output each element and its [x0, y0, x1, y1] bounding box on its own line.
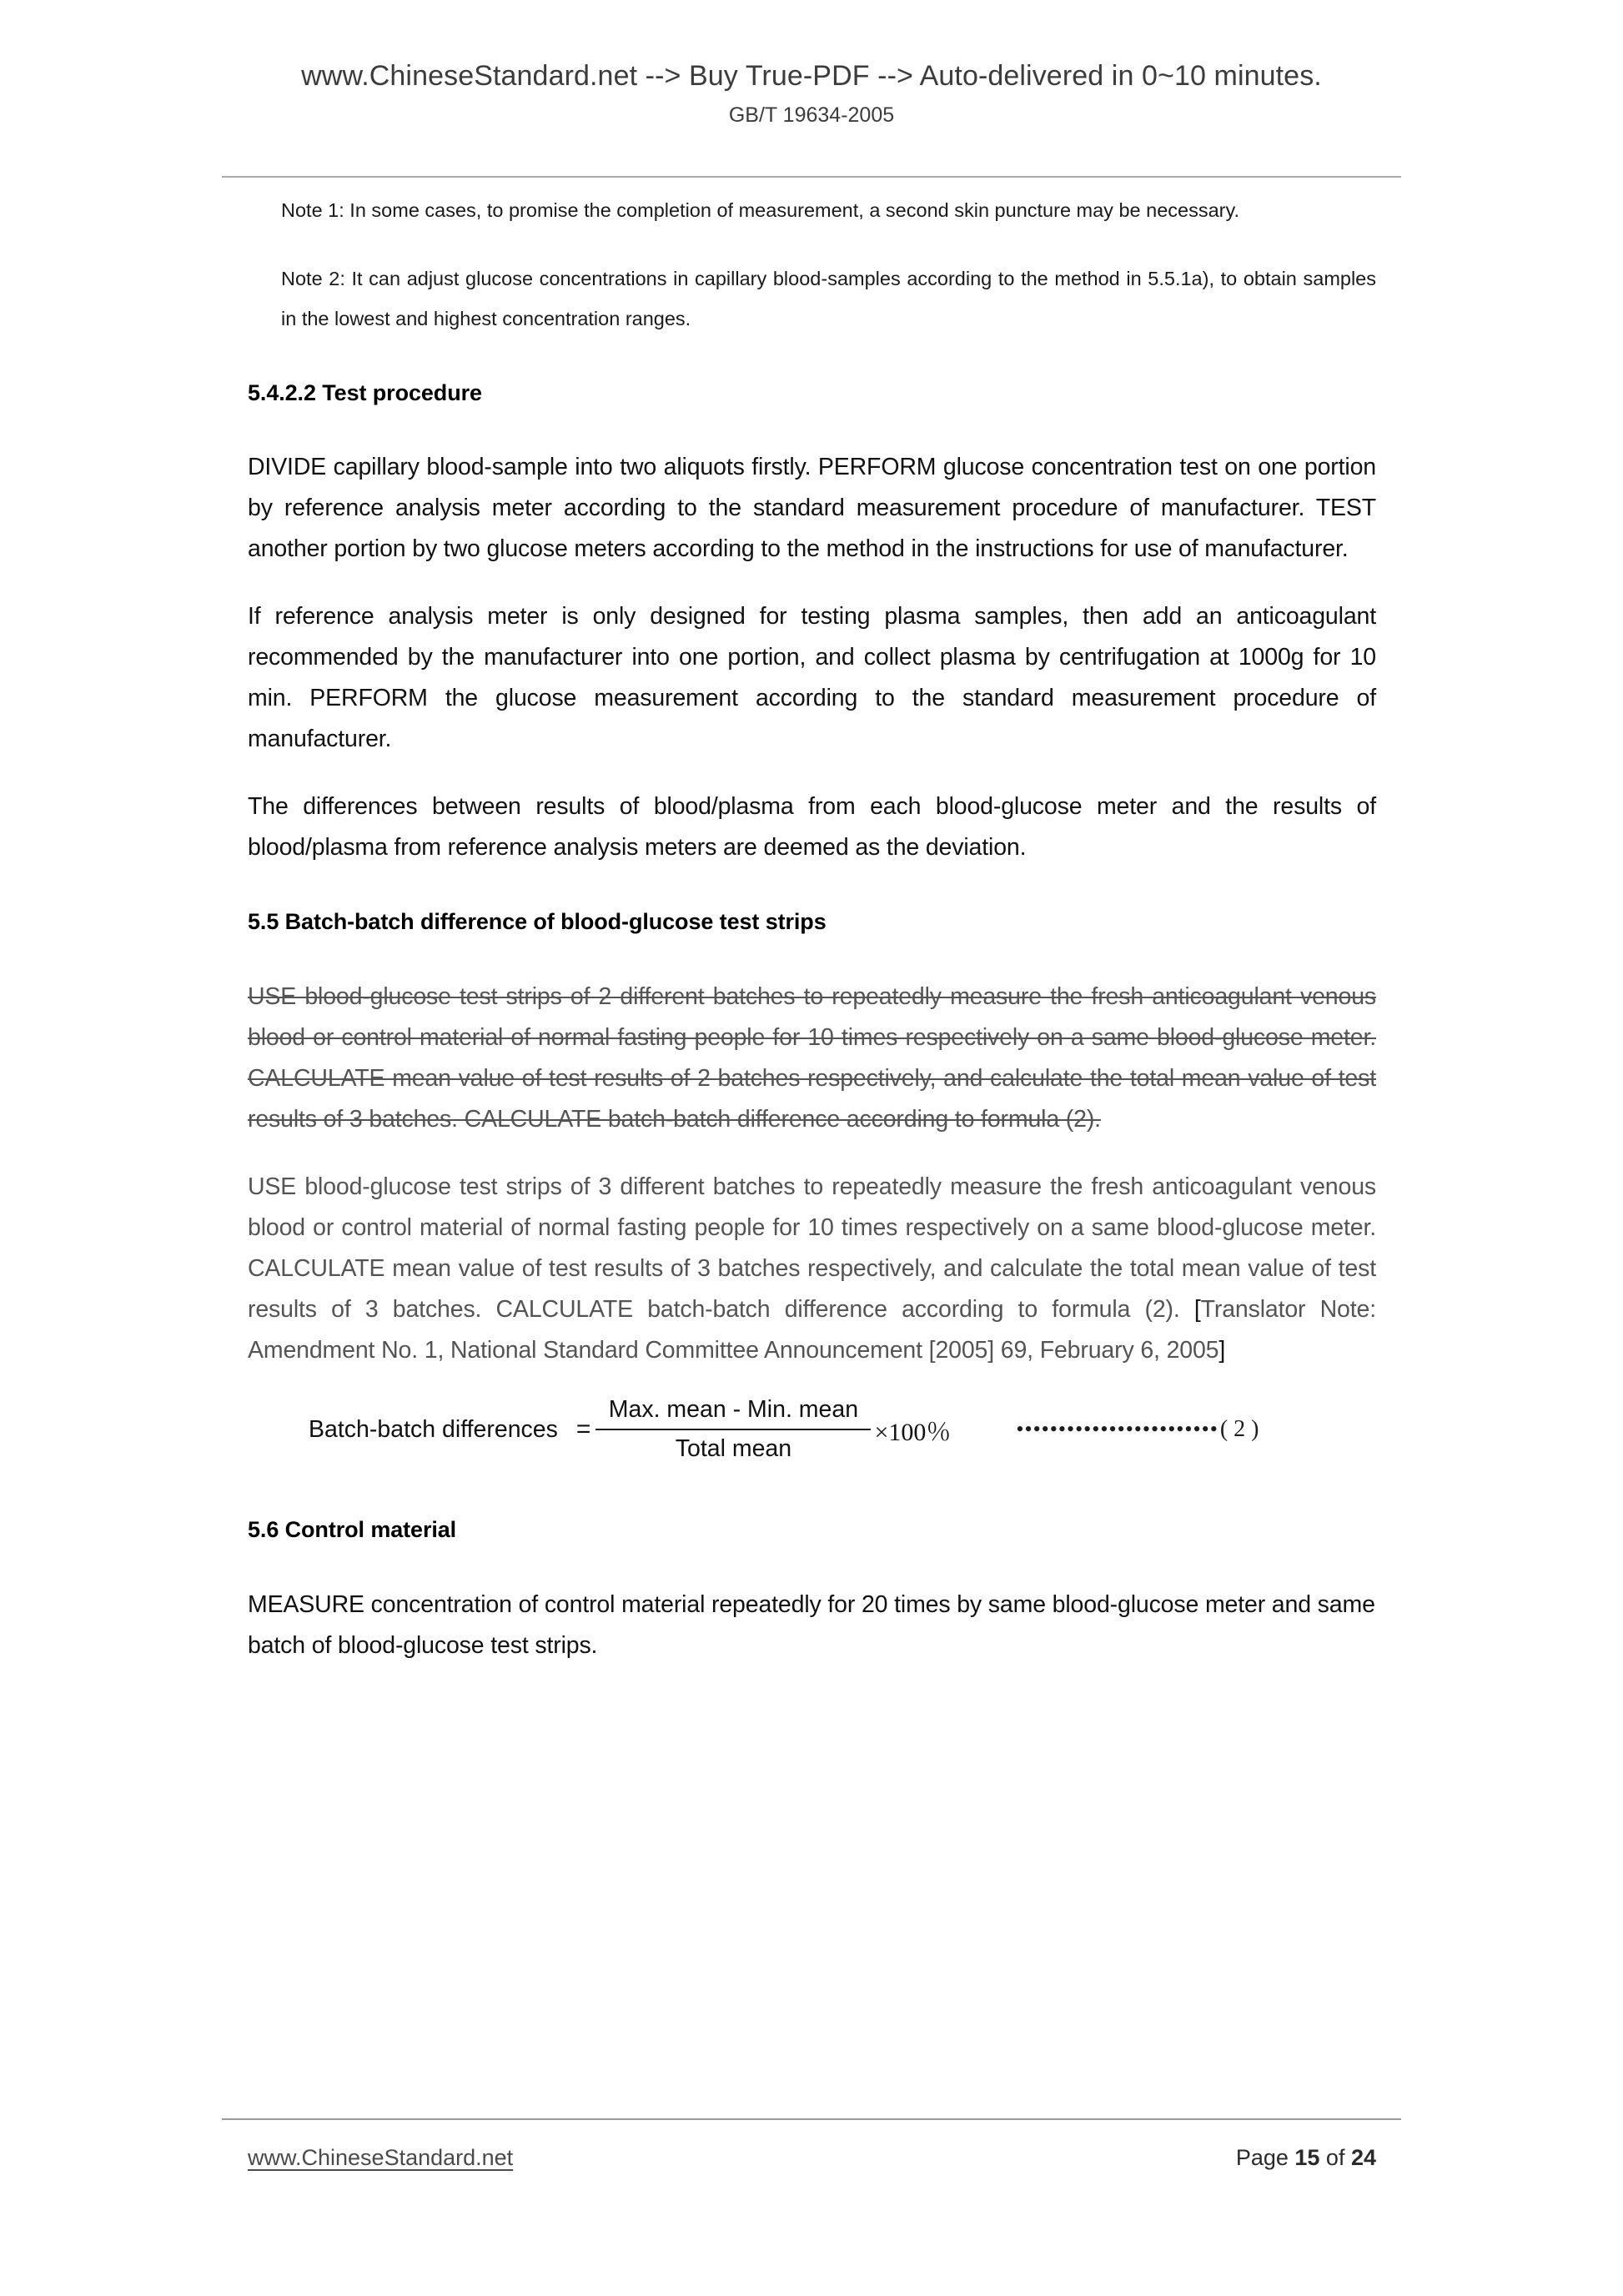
page-header [0, 58, 1623, 128]
heading-5-6: 5.6 Control material [248, 1517, 457, 1543]
spacer [248, 570, 1376, 596]
note-2: Note 2: It can adjust glucose concentrations in capillary blood-samples according to the method in 5.5.1a), to obtain samples in the lowest and highest concentration ranges. [281, 268, 1376, 330]
spacer [248, 1140, 1376, 1167]
page-footer [248, 2145, 1376, 2171]
translator-note-open-bracket: [ [1193, 1296, 1201, 1324]
formula-2-row [248, 1371, 1376, 1488]
spacer [248, 1546, 1376, 1585]
formula-label: Batch-batch differences [309, 1415, 558, 1443]
page-total-number: 24 [1350, 2145, 1376, 2170]
spacer [248, 409, 1376, 447]
formula-numerator: Max. mean - Min. mean [608, 1395, 859, 1423]
note-1: Note 1: In some cases, to promise the completion of measurement, a second skin puncture may be necessary. [281, 199, 1240, 221]
spacer [248, 760, 1376, 786]
page-of-label: of [1319, 2145, 1351, 2170]
formula-number: ( 2 ) [1219, 1416, 1259, 1443]
formula-fraction [595, 1395, 871, 1465]
paragraph-reference-analysis-meter: If reference analysis meter is only designed for testing plasma samples, then add an anticoagulant recommended by the manufacturer into one portion, and collect plasma by centrifugation at 1000g for 10 min. PERFORM the glucose measurement according to the standard measurement procedure of manufacturer. [248, 603, 1376, 753]
translator-note-close-bracket: ] [1219, 1337, 1226, 1364]
spacer [248, 1488, 1376, 1515]
page-number-indicator [1236, 2145, 1376, 2171]
translator-note-text: Translator Note: Amendment No. 1, National Standard Committee Announcement [2005] 69, February 6, 2005 [248, 1296, 1376, 1364]
page-content [248, 190, 1376, 1666]
paragraph-replacement-3-batches [248, 1167, 1376, 1371]
page-prefix-label: Page [1235, 2145, 1295, 2170]
paragraph-divide-capillary: DIVIDE capillary blood-sample into two aliquots firstly. PERFORM glucose concentration test on one portion by reference analysis meter according to the standard measurement procedure of manufacturer. TEST another portion by two glucose meters according to the method in the instructions for use of manufacturer. [248, 454, 1376, 563]
spacer [248, 868, 1376, 907]
formula-equals-sign: = [575, 1415, 591, 1444]
footer-divider [222, 2118, 1401, 2120]
promo-banner-text: www.ChineseStandard.net --> Buy True-PDF --> Auto-delivered in 0~10 minutes. [301, 60, 1322, 92]
replacement-text: USE blood-glucose test strips of 3 different batches to repeatedly measure the fresh anticoagulant venous blood or control material of normal fasting people for 10 times respectively on a same blood-glucose meter. CALCULATE mean value of test results of 3 batches respectively, and calculate the total mean value of test results of 3 batches. CALCULATE batch-batch difference according to formula (2). [248, 1173, 1376, 1324]
heading-5-4-2-2: 5.4.2.2 Test procedure [248, 379, 482, 405]
fraction-bar [595, 1429, 871, 1430]
page-current-number: 15 [1294, 2145, 1320, 2170]
paragraph-measure-control-material: MEASURE concentration of control material repeatedly for 20 times by same blood-glucose meter and same batch of blood-glucose test strips. [248, 1591, 1375, 1660]
formula-denominator: Total mean [675, 1435, 792, 1463]
formula-leader-group [1016, 1416, 1259, 1443]
standard-number: GB/T 19634-2005 [728, 103, 895, 127]
spacer [248, 938, 1376, 977]
heading-5-5: 5.5 Batch-batch difference of blood-glucose test strips [248, 909, 827, 935]
paragraph-struck-2-batches: USE blood-glucose test strips of 2 different batches to repeatedly measure the fresh anticoagulant venous blood or control material of normal fasting people for 10 times respectively on a same blood-glucose meter. CALCULATE mean value of test results of 2 batches respectively, and calculate the total mean value of test results of 3 batches. CALCULATE batch-batch difference according to formula (2). [248, 983, 1376, 1133]
footer-website-link[interactable]: www.ChineseStandard.net [248, 2145, 514, 2170]
dotted-leader: •••••••••••••••••••••••• [1016, 1417, 1219, 1442]
paragraph-differences-deviation: The differences between results of blood/plasma from each blood-glucose meter and the results of blood/plasma from reference analysis meters are deemed as the deviation. [248, 793, 1376, 862]
header-divider [222, 176, 1401, 178]
spacer [248, 339, 1376, 378]
formula-multiplier: ×100％ [874, 1419, 952, 1447]
